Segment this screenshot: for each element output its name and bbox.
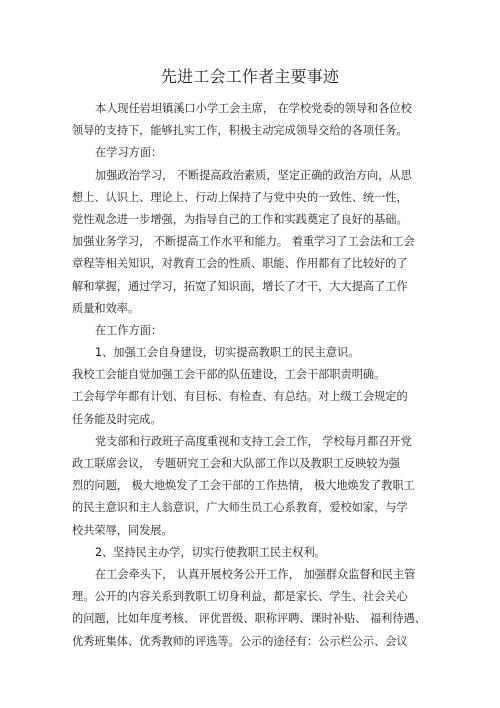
paragraph-line: 我校工会能自觉加强工会干部的队伍建设，工会干部职责明确。 [72, 368, 386, 382]
paragraph-line: 在学习方面： [95, 146, 163, 160]
paragraph-line: 优秀班集体、优秀教师的评选等。公示的途径有：公示栏公示、会议 [72, 634, 408, 648]
paragraph-line: 在工作方面： [95, 323, 163, 337]
paragraph-line: 2、坚持民主办学，切实行使教职工民主权利。 [95, 545, 326, 559]
paragraph-line: 加强政治学习， 不断提高政治素质，坚定正确的政治方向，从思 [95, 168, 412, 182]
paragraph-line: 章程等相关知识，对教育工会的性质、职能、作用都有了比较好的了 [72, 257, 408, 271]
paragraph-line: 党支部和行政班子高度重视和支持工会工作， 学校每月都召开党 [95, 434, 412, 448]
paragraph-line: 本人现任岩坦镇溪口小学工会主席， 在学校党委的领导和各位校 [95, 102, 412, 115]
paragraph-line: 校共荣辱，同发展。 [72, 523, 173, 537]
paragraph-line: 解和掌握，通过学习，拓宽了知识面，增长了才干，大大提高了工作 [72, 279, 408, 293]
paragraph-line: 政工联席会议， 专题研究工会和大队部工作以及教职工反映较为强 [72, 457, 400, 470]
document-title: 先进工会工作者主要事迹 [160, 67, 340, 86]
paragraph-line: 1、加强工会自身建设，切实提高教职工的民主意识。 [95, 346, 360, 360]
paragraph-line: 任务能及时完成。 [72, 412, 162, 426]
paragraph-line: 工会每学年都有计划、有目标、有检查、有总结。对上级工会规定的 [72, 390, 408, 404]
paragraph-line: 质量和效率。 [72, 301, 140, 315]
paragraph-line: 烈的问题， 极大地焕发了工会干部的工作热情， 极大地焕发了教职工 [72, 479, 415, 493]
paragraph-line: 的问题，比如年度考核、 评优晋级、职称评聘、课时补贴、 福利待遇、 [72, 612, 426, 626]
paragraph-line: 想上、认识上、理论上、行动上保持了与党中央的一致性、统一性， [72, 190, 408, 204]
paragraph-line: 理。公开的内容关系到教职工切身利益，都是家长、学生、社会关心 [72, 590, 408, 604]
paragraph-line: 党性观念进一步增强，为指导自己的工作和实践奠定了良好的基础。 [72, 212, 408, 226]
paragraph-line: 的民主意识和主人翁意识，广大师生员工心系教育，爱校如家，与学 [72, 501, 408, 515]
paragraph-line: 在工会牵头下， 认真开展校务公开工作， 加强群众监督和民主管 [95, 567, 416, 581]
document-body [72, 98, 442, 653]
paragraph-line: 加强业务学习， 不断提高工作水平和能力。 着重学习了工会法和工会 [72, 235, 415, 249]
paragraph-line: 领导的支持下，能够扎实工作，积极主动完成领导交给的各项任务。 [72, 124, 408, 138]
